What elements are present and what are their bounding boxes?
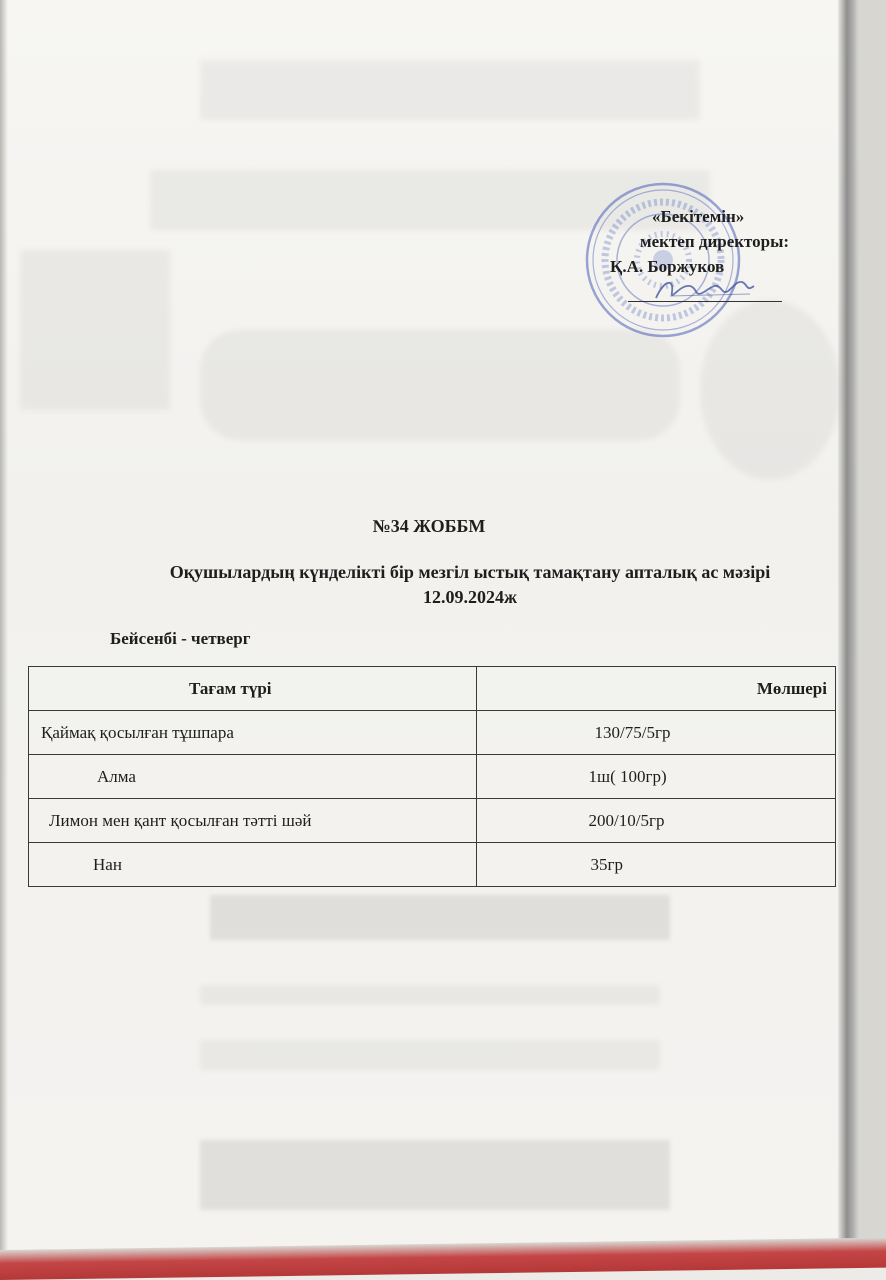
table-row: [29, 799, 836, 843]
table-row: [29, 843, 836, 887]
show-through-block: [200, 985, 660, 1005]
show-through-block: [210, 895, 670, 940]
table-header-row: [29, 667, 836, 711]
approval-name: Қ.А. Боржуков: [610, 257, 725, 276]
column-header-food: Тағам түрі: [29, 667, 477, 711]
quantity-cell: 200/10/5гр: [476, 799, 835, 843]
page-right-edge: [838, 0, 860, 1262]
show-through-block: [200, 60, 700, 120]
menu-title-text: Оқушылардың күнделікті бір мезгіл ыстық тамақтану апталық ас мәзірі: [169, 562, 771, 582]
food-cell: Нан: [29, 843, 477, 887]
food-cell: Лимон мен қант қосылған тәтті шәй: [29, 799, 477, 843]
show-through-block: [200, 330, 680, 440]
show-through-block: [200, 1040, 660, 1070]
show-through-block: [20, 250, 170, 410]
weekday-label: Бейсенбі - четверг: [110, 629, 251, 648]
background-outside-page: [860, 0, 886, 1262]
school-name: №34 ЖОББМ: [372, 516, 486, 536]
menu-date: 12.09.2024ж: [422, 587, 518, 607]
handwritten-signature: [650, 272, 760, 306]
quantity-cell: 130/75/5гр: [476, 711, 835, 755]
food-cell: Алма: [29, 755, 477, 799]
table-row: [29, 755, 836, 799]
quantity-cell: 1ш( 100гр): [476, 755, 835, 799]
table-row: [29, 711, 836, 755]
quantity-cell: 35гр: [476, 843, 835, 887]
approval-position: мектеп директоры:: [640, 232, 790, 251]
column-header-quantity: Мөлшері: [476, 667, 835, 711]
menu-title: [100, 560, 840, 610]
show-through-block: [200, 1140, 670, 1210]
food-cell: Қаймақ қосылған тұшпара: [29, 711, 477, 755]
page-left-shadow: [0, 0, 8, 1280]
approval-block: [600, 204, 840, 279]
approval-title: «Бекітемін»: [652, 207, 745, 226]
menu-table: [28, 666, 836, 887]
